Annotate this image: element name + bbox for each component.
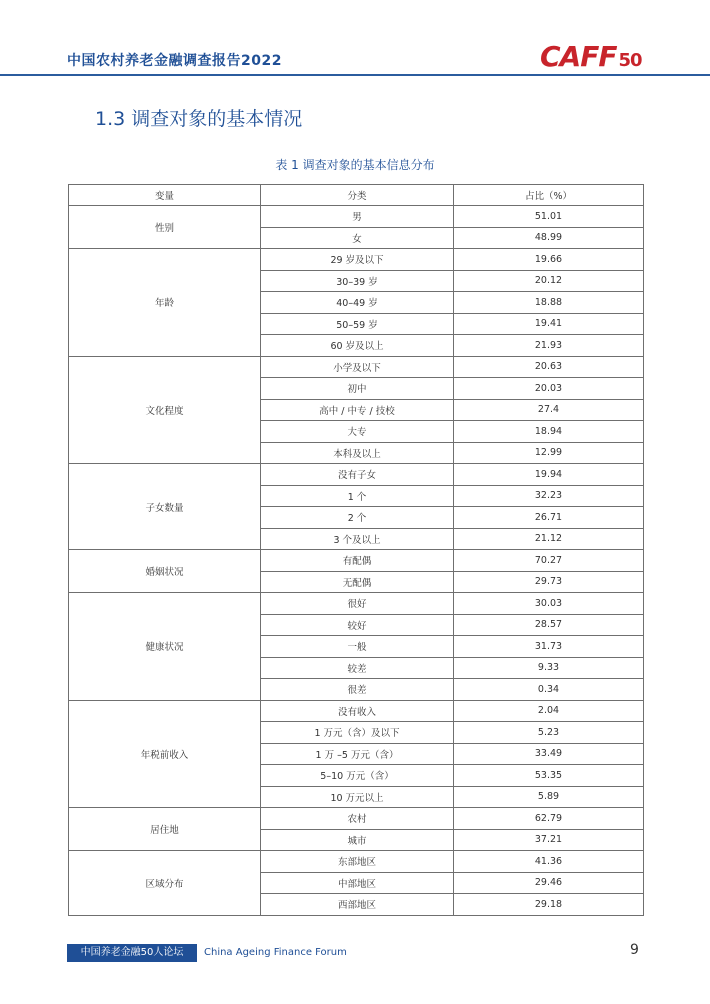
- percentage-cell: 19.94: [454, 464, 644, 486]
- percentage-cell: 53.35: [454, 765, 644, 787]
- header-percentage: 占比（%）: [454, 185, 644, 206]
- report-title: 中国农村养老金融调查报告2022: [67, 53, 282, 69]
- category-cell: 1 万 –5 万元（含）: [261, 743, 454, 765]
- percentage-cell: 9.33: [454, 657, 644, 679]
- category-cell: 有配偶: [261, 550, 454, 572]
- percentage-cell: 12.99: [454, 442, 644, 464]
- variable-cell: 健康状况: [69, 593, 261, 701]
- category-cell: 高中 / 中专 / 技校: [261, 399, 454, 421]
- percentage-cell: 2.04: [454, 700, 644, 722]
- logo-text: CAFF: [540, 40, 617, 73]
- table-body: [69, 206, 644, 916]
- category-cell: 初中: [261, 378, 454, 400]
- category-cell: 50–59 岁: [261, 313, 454, 335]
- percentage-cell: 18.94: [454, 421, 644, 443]
- category-cell: 东部地区: [261, 851, 454, 873]
- percentage-cell: 33.49: [454, 743, 644, 765]
- category-cell: 一般: [261, 636, 454, 658]
- percentage-cell: 21.12: [454, 528, 644, 550]
- category-cell: 30–39 岁: [261, 270, 454, 292]
- category-cell: 60 岁及以上: [261, 335, 454, 357]
- variable-cell: 年税前收入: [69, 700, 261, 808]
- section-title: 1.3 调查对象的基本情况: [95, 108, 303, 130]
- percentage-cell: 19.41: [454, 313, 644, 335]
- percentage-cell: 21.93: [454, 335, 644, 357]
- percentage-cell: 30.03: [454, 593, 644, 615]
- table-row: [69, 808, 644, 830]
- table-row: [69, 464, 644, 486]
- percentage-cell: 32.23: [454, 485, 644, 507]
- category-cell: 3 个及以上: [261, 528, 454, 550]
- category-cell: 5–10 万元（含）: [261, 765, 454, 787]
- percentage-cell: 0.34: [454, 679, 644, 701]
- category-cell: 西部地区: [261, 894, 454, 916]
- percentage-cell: 5.89: [454, 786, 644, 808]
- category-cell: 10 万元以上: [261, 786, 454, 808]
- category-cell: 本科及以上: [261, 442, 454, 464]
- table-row: [69, 550, 644, 572]
- table-row: [69, 249, 644, 271]
- header-category: 分类: [261, 185, 454, 206]
- table-row: [69, 700, 644, 722]
- percentage-cell: 29.46: [454, 872, 644, 894]
- logo-number: 50: [618, 50, 642, 71]
- variable-cell: 子女数量: [69, 464, 261, 550]
- footer-forum-en: China Ageing Finance Forum: [204, 947, 347, 958]
- percentage-cell: 29.73: [454, 571, 644, 593]
- variable-cell: 区域分布: [69, 851, 261, 916]
- footer-forum-cn: 中国养老金融50人论坛: [67, 944, 197, 962]
- table-row: [69, 593, 644, 615]
- variable-cell: 年龄: [69, 249, 261, 357]
- variable-cell: 居住地: [69, 808, 261, 851]
- variable-cell: 性别: [69, 206, 261, 249]
- percentage-cell: 62.79: [454, 808, 644, 830]
- table-row: [69, 851, 644, 873]
- percentage-cell: 70.27: [454, 550, 644, 572]
- category-cell: 城市: [261, 829, 454, 851]
- percentage-cell: 31.73: [454, 636, 644, 658]
- percentage-cell: 19.66: [454, 249, 644, 271]
- caff50-logo: [540, 40, 642, 73]
- demographics-table: [68, 184, 644, 916]
- percentage-cell: 29.18: [454, 894, 644, 916]
- percentage-cell: 28.57: [454, 614, 644, 636]
- percentage-cell: 48.99: [454, 227, 644, 249]
- table-header-row: [69, 185, 644, 206]
- percentage-cell: 20.12: [454, 270, 644, 292]
- category-cell: 没有子女: [261, 464, 454, 486]
- category-cell: 女: [261, 227, 454, 249]
- variable-cell: 文化程度: [69, 356, 261, 464]
- percentage-cell: 26.71: [454, 507, 644, 529]
- category-cell: 1 万元（含）及以下: [261, 722, 454, 744]
- percentage-cell: 51.01: [454, 206, 644, 228]
- category-cell: 较好: [261, 614, 454, 636]
- category-cell: 2 个: [261, 507, 454, 529]
- header-variable: 变量: [69, 185, 261, 206]
- table-row: [69, 356, 644, 378]
- table-row: [69, 206, 644, 228]
- category-cell: 没有收入: [261, 700, 454, 722]
- category-cell: 中部地区: [261, 872, 454, 894]
- category-cell: 较差: [261, 657, 454, 679]
- header-divider: [0, 74, 710, 76]
- category-cell: 大专: [261, 421, 454, 443]
- category-cell: 小学及以下: [261, 356, 454, 378]
- percentage-cell: 5.23: [454, 722, 644, 744]
- category-cell: 很好: [261, 593, 454, 615]
- table-caption: 表 1 调查对象的基本信息分布: [275, 158, 435, 172]
- variable-cell: 婚姻状况: [69, 550, 261, 593]
- category-cell: 男: [261, 206, 454, 228]
- percentage-cell: 37.21: [454, 829, 644, 851]
- percentage-cell: 18.88: [454, 292, 644, 314]
- percentage-cell: 27.4: [454, 399, 644, 421]
- page-number: 9: [630, 942, 639, 958]
- category-cell: 40–49 岁: [261, 292, 454, 314]
- category-cell: 很差: [261, 679, 454, 701]
- category-cell: 无配偶: [261, 571, 454, 593]
- category-cell: 农村: [261, 808, 454, 830]
- percentage-cell: 20.63: [454, 356, 644, 378]
- percentage-cell: 20.03: [454, 378, 644, 400]
- category-cell: 29 岁及以下: [261, 249, 454, 271]
- percentage-cell: 41.36: [454, 851, 644, 873]
- category-cell: 1 个: [261, 485, 454, 507]
